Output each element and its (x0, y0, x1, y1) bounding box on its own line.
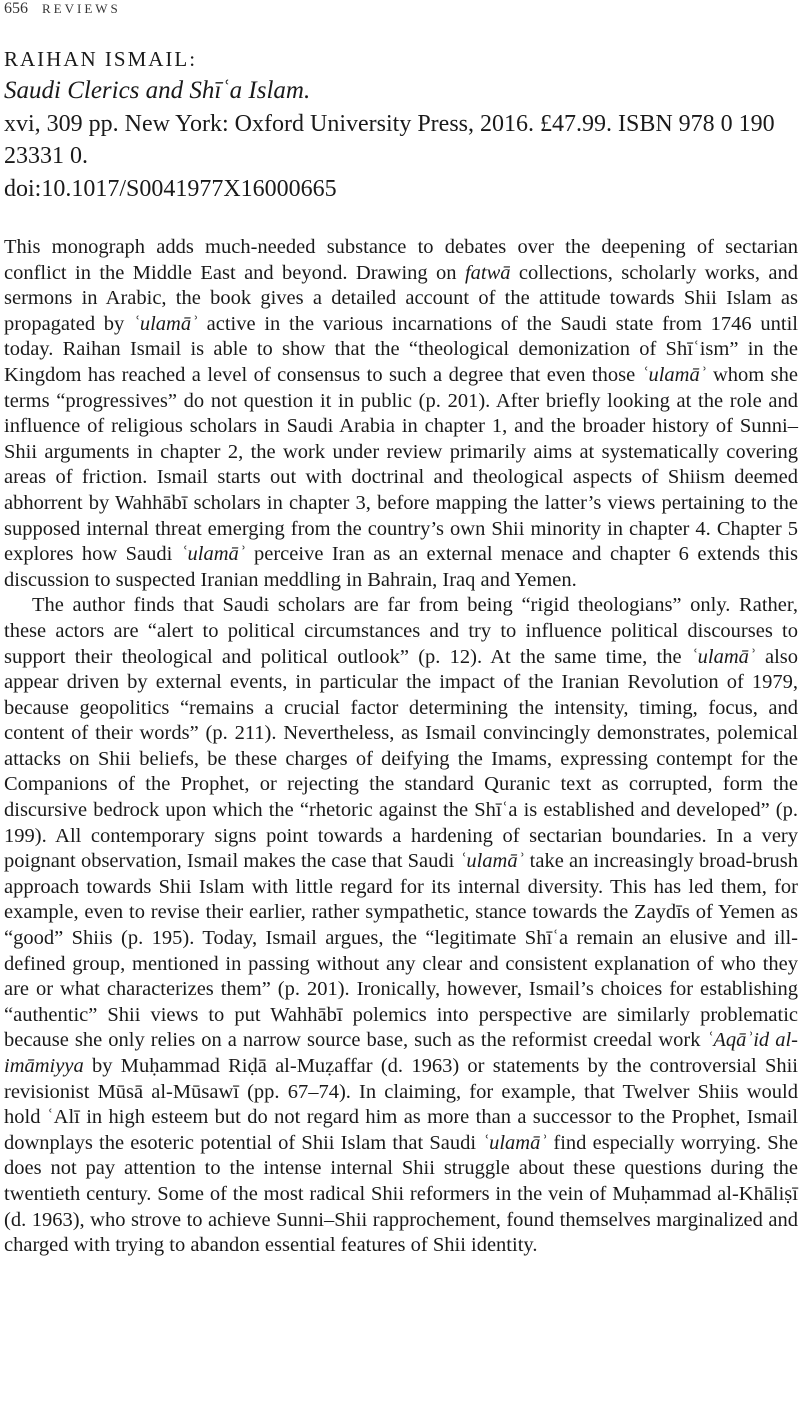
review-header (4, 44, 794, 206)
italic-term: ʿulamāʾ (133, 312, 198, 335)
italic-term: ʿAqāʾid al-imāmiyya (4, 1029, 798, 1077)
italic-term: ʿulamāʾ (180, 543, 246, 566)
paragraph (4, 593, 798, 1258)
paragraph-text: This monograph adds much-needed substance to debates over the deepening of sectarian conflict in the Middle East and beyond. Drawing on (4, 236, 798, 284)
paragraph-text: also appear driven by external events, in particular the impact of the Iranian Revolution of 1979, because geopolitics “remains a crucial factor determining the intensity, timing, focus, and content of their words” (p. 211). Nevertheless, as Ismail convincingly demonstrates, polemical attacks on Shii beliefs, be these charges of deifying the Imams, expressing contempt for the Companions of the Prophet, or rejecting the standard Quranic text as corrupted, form the discursive bedrock upon which the “rhetoric against the Shīʿa is established and developed” (p. 199). All contemporary signs point towards a hardening of sectarian boundaries. In a very poignant observation, Ismail makes the case that Saudi (4, 645, 798, 873)
publication-details: xvi, 309 pp. New York: Oxford University Press, 2016. £47.99. ISBN 978 0 190 23331 0. (4, 111, 775, 169)
italic-term: ʿulamāʾ (690, 645, 756, 668)
book-title: Saudi Clerics and Shīʿa Islam. (4, 77, 311, 104)
italic-term: ʿulamāʾ (482, 1131, 548, 1154)
running-head (4, 0, 121, 18)
paragraph (4, 235, 798, 593)
paragraph-text: whom she terms “progressives” do not question it in public (p. 201). After briefly looking at the role and influence of religious scholars in Saudi Arabia in chapter 1, and the broader history of Sunni–Shii arguments in chapter 2, the work under review primarily aims at systematically covering areas of friction. Ismail starts out with doctrinal and theological aspects of Shiism deemed abhorrent by Wahhābī scholars in chapter 3, before mapping the latter’s views pertaining to the supposed internal threat emerging from the country’s own Shii minority in chapter 4. Chapter 5 explores how Saudi (4, 363, 798, 566)
italic-term: ʿulamāʾ (459, 850, 525, 873)
review-body (4, 235, 798, 1259)
doi: doi:10.1017/S0041977X16000665 (4, 176, 337, 202)
section-title: REVIEWS (42, 1, 121, 16)
paragraph-text: active in the various incarnations of the Saudi state from 1746 until today. Raihan Ismail is able to show that the “theological demonization of Shīʿism” in the Kingdom has reached a level of consensus to such a degree that even those (4, 312, 798, 386)
paragraph-text: take an increasingly broad-brush approach towards Shii Islam with little regard for its internal diversity. This has led them, for example, even to revise their earlier, rather sympathetic, stance towards the Zaydīs of Yemen as “good” Shiis (p. 195). Today, Ismail argues, the “legitimate Shīʿa remain an elusive and ill-defined group, mentioned in passing without any clear and consistent explanation of who they are or what characterizes them” (p. 201). Ironically, however, Ismail’s choices for establishing “authentic” Shii views to put Wahhābī polemics into perspective are similarly problematic because she only relies on a narrow source base, such as the reformist creedal work (4, 850, 798, 1052)
review-author: RAIHAN ISMAIL: (4, 47, 198, 71)
italic-term: ʿulamāʾ (641, 363, 707, 386)
paragraph-text: by Muḥammad Riḍā al-Muẓaffar (d. 1963) or statements by the controversial Shii revisionist Mūsā al-Mūsawī (pp. 67–74). In claiming, for example, that Twelver Shiis would hold ʿAlī in high esteem but do not regard him as more than a successor to the Prophet, Ismail downplays the esoteric potential of Shii Islam that Saudi (4, 1055, 798, 1154)
italic-term: fatwā (464, 261, 511, 284)
paragraph-text: find especially worrying. She does not pay attention to the intense internal Shii struggle about these questions during the twentieth century. Some of the most radical Shii reformers in the vein of Muḥammad al-Khāliṣī (d. 1963), who strove to achieve Sunni–Shii rapprochement, found themselves marginalized and charged with trying to abandon essential features of Shii identity. (4, 1131, 798, 1257)
page-number: 656 (4, 0, 28, 17)
paragraph-text: perceive Iran as an external menace and chapter 6 extends this discussion to suspected Iranian meddling in Bahrain, Iraq and Yemen. (4, 543, 798, 591)
paragraph-text: collections, scholarly works, and sermons in Arabic, the book gives a detailed account of the attitude towards Shii Islam as propagated by (4, 261, 798, 335)
paragraph-text: The author finds that Saudi scholars are far from being “rigid theologians” only. Rather, these actors are “alert to political circumstances and try to influence political discourses to support their theological and political outlook” (p. 12). At the same time, the (4, 594, 798, 668)
